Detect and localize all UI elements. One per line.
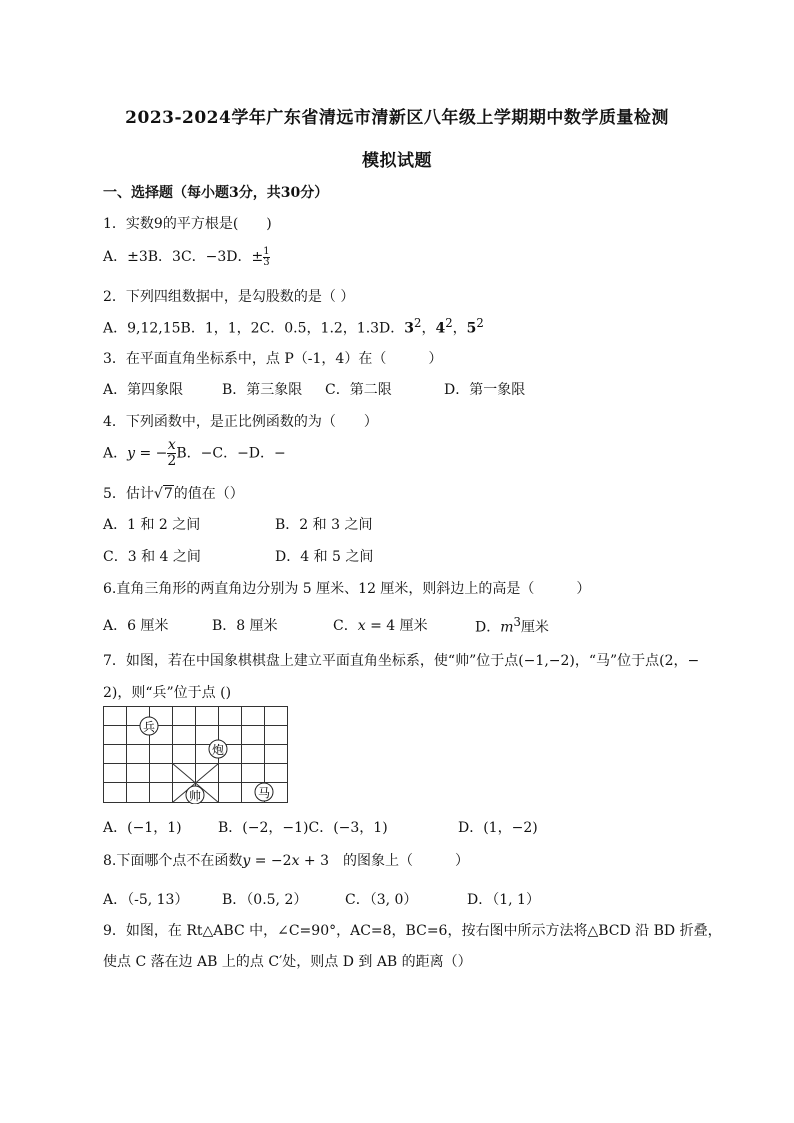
q5-stem-b: 的值在（） — [173, 486, 244, 502]
q4-stem: 4．下列函数中，是正比例函数的为（ ） — [103, 414, 378, 430]
section-heading: 一、选择题（每小题3分，共30分） — [103, 185, 329, 201]
q1-options — [103, 246, 270, 268]
piece-pao — [209, 740, 227, 758]
q8-var-y: y — [242, 853, 251, 869]
q3-stem: 3．在平面直角坐标系中，点 P（-1，4）在（ ） — [103, 351, 443, 367]
q4-options — [103, 438, 286, 469]
q4-rest: B．−C．−D．− — [176, 445, 286, 462]
q6-option-a: A．6 厘米 — [103, 618, 169, 634]
q2-stem: 2．下列四组数据中，是勾股数的是（ ） — [103, 289, 355, 305]
q6-d-prefix: D． — [475, 619, 501, 636]
q1-fraction — [263, 247, 269, 268]
q6-option-c — [333, 615, 428, 635]
frac-num: x — [167, 437, 176, 453]
piece-pao-label: 炮 — [211, 743, 225, 757]
q8-option-c: C．（3, 0） — [345, 892, 418, 908]
q5-option-b: B．2 和 3 之间 — [275, 517, 373, 533]
doc-title-line1: 2023-2024学年广东省清远市清新区八年级上学期期中数学质量检测 — [125, 108, 669, 128]
q8-stem-a: 8.下面哪个点不在函数 — [103, 853, 243, 869]
q8-stem-b: + 3 的图象上（ ） — [299, 853, 470, 869]
q3-option-b: B．第三象限 — [222, 382, 303, 398]
q4-fraction — [167, 438, 176, 469]
q6-d-rest: 厘米 — [520, 619, 549, 636]
q4-var-y: y — [127, 445, 136, 462]
q2-exp2: 2 — [445, 316, 453, 330]
q2-exp1: 2 — [414, 316, 422, 330]
q8-option-d: D．（1, 1） — [467, 892, 540, 908]
piece-ma-label: 马 — [257, 786, 271, 800]
piece-bing-label: 兵 — [142, 720, 156, 734]
q7-stem-line2: 2)，则“兵”位于点 () — [103, 685, 232, 701]
doc-title-line2: 模拟试题 — [362, 151, 432, 171]
q2-base1: 3 — [404, 320, 415, 337]
q2-options — [103, 316, 484, 338]
q6-c-prefix: C． — [333, 618, 358, 634]
q7-option-a: A．(−1，1) — [103, 820, 182, 836]
q8-option-a: A．（-5, 13） — [103, 892, 189, 908]
q5-option-d: D．4 和 5 之间 — [275, 549, 374, 565]
piece-ma — [255, 783, 273, 801]
q9-stem-line2: 使点 C 落在边 AB 上的点 C′处，则点 D 到 AB 的距离（） — [103, 954, 472, 970]
piece-shuai-label: 帅 — [188, 789, 202, 803]
q8-mid: = −2 — [250, 853, 292, 869]
q2-sep2: ， — [452, 320, 467, 337]
q7-stem-line1: 7．如图，若在中国象棋棋盘上建立平面直角坐标系，使“帅”位于点(−1,−2)，“马”位于点(2，− — [103, 653, 700, 669]
chess-board-figure — [103, 706, 289, 804]
q5-stem-a: 5．估计 — [103, 486, 154, 502]
q3-option-d: D．第一象限 — [444, 382, 526, 398]
q6-option-d — [475, 615, 549, 637]
q6-d-var: m — [500, 619, 514, 636]
q8-stem — [103, 850, 469, 870]
q2-base3: 5 — [466, 320, 477, 337]
piece-bing — [140, 717, 158, 735]
q7-option-d: D．(1，−2) — [458, 820, 538, 836]
q5-option-c: C．3 和 4 之间 — [103, 549, 201, 565]
q4-eq: = − — [135, 445, 168, 462]
q6-option-b: B．8 厘米 — [212, 618, 278, 634]
q5-stem: 5．估计√7的值在（） — [103, 486, 244, 502]
q6-stem: 6.直角三角形的两直角边分别为 5 厘米、12 厘米，则斜边上的高是（ ） — [103, 581, 591, 597]
q2-exp3: 2 — [476, 316, 484, 330]
frac-num: 1 — [263, 245, 270, 257]
q3-option-a: A．第四象限 — [103, 382, 184, 398]
frac-den: 3 — [263, 256, 270, 268]
q1-stem: 1．实数9的平方根是( ) — [103, 216, 272, 232]
q8-var-x: x — [291, 853, 300, 869]
q2-sep1: ， — [421, 320, 436, 337]
q8-option-b: B．（0.5, 2） — [222, 892, 308, 908]
q6-c-var: x — [357, 618, 366, 634]
q5-option-a: A．1 和 2 之间 — [103, 517, 201, 533]
q6-d-exp: 3 — [513, 615, 521, 629]
q2-base2: 4 — [435, 320, 446, 337]
q4-prefix: A． — [103, 445, 128, 462]
frac-den: 2 — [167, 453, 177, 469]
q1-options-text: A．±3B．3C．−3D．± — [103, 249, 264, 265]
q2-options-text: A．9,12,15B．1，1，2C．0.5，1.2，1.3D． — [103, 320, 405, 337]
q3-option-c: C．第二限 — [325, 382, 392, 398]
q9-stem-line1: 9．如图，在 Rt△ABC 中，∠C=90°，AC=8，BC=6，按右图中所示方法将△BCD 沿 BD 折叠， — [103, 923, 722, 939]
q5-radicand: 7 — [163, 486, 173, 502]
q7-option-bc: B．(−2，−1)C．(−3，1) — [218, 820, 388, 836]
piece-shuai — [186, 786, 204, 804]
q6-c-rest: = 4 厘米 — [365, 618, 428, 634]
